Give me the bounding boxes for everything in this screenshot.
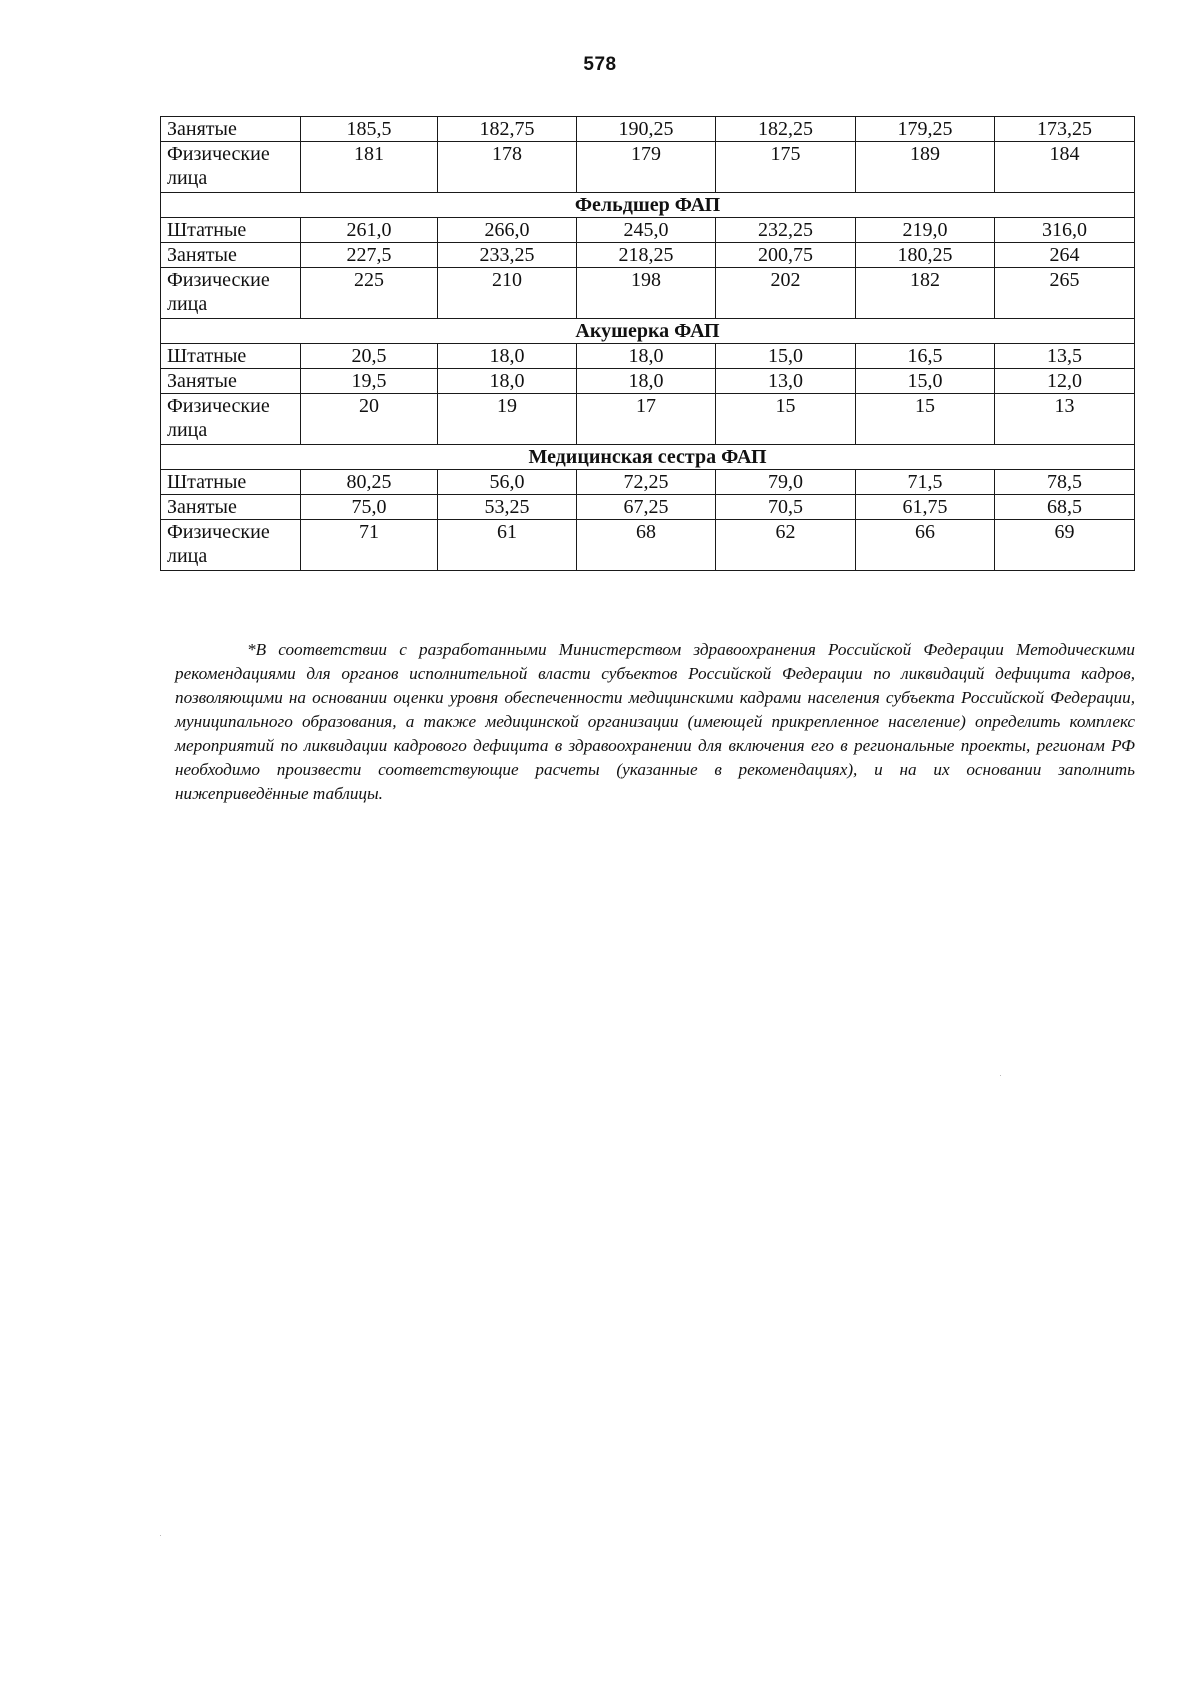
- table-row: [161, 394, 1135, 445]
- page-number: 578: [583, 54, 617, 75]
- table-row: [161, 142, 1135, 193]
- table-cell: 190,25: [577, 117, 716, 142]
- table-cell: 68: [577, 520, 716, 571]
- table-cell: 78,5: [995, 470, 1135, 495]
- row-label: Физические лица: [161, 268, 301, 319]
- table-row: [161, 369, 1135, 394]
- table-row: [161, 470, 1135, 495]
- table-row: [161, 268, 1135, 319]
- table-row: [161, 218, 1135, 243]
- table-row: [161, 495, 1135, 520]
- table-row: [161, 520, 1135, 571]
- section-title: Фельдшер ФАП: [161, 193, 1135, 218]
- table-cell: 13,5: [995, 344, 1135, 369]
- table-cell: 200,75: [716, 243, 856, 268]
- table-cell: 16,5: [856, 344, 995, 369]
- table-cell: 13,0: [716, 369, 856, 394]
- scan-speck: [1000, 1075, 1001, 1076]
- table-cell: 261,0: [301, 218, 438, 243]
- table-cell: 80,25: [301, 470, 438, 495]
- table-cell: 173,25: [995, 117, 1135, 142]
- table-cell: 68,5: [995, 495, 1135, 520]
- table-cell: 219,0: [856, 218, 995, 243]
- table-cell: 15,0: [716, 344, 856, 369]
- table-cell: 189: [856, 142, 995, 193]
- table-row: [161, 243, 1135, 268]
- table-cell: 185,5: [301, 117, 438, 142]
- row-label: Физические лица: [161, 142, 301, 193]
- section-header-row: [161, 445, 1135, 470]
- table-cell: 232,25: [716, 218, 856, 243]
- row-label: Физические лица: [161, 520, 301, 571]
- table-cell: 182: [856, 268, 995, 319]
- table-cell: 245,0: [577, 218, 716, 243]
- row-label: Физические лица: [161, 394, 301, 445]
- table-cell: 20,5: [301, 344, 438, 369]
- table-cell: 316,0: [995, 218, 1135, 243]
- section-title: Медицинская сестра ФАП: [161, 445, 1135, 470]
- table-cell: 18,0: [577, 369, 716, 394]
- table-cell: 72,25: [577, 470, 716, 495]
- table-row: [161, 344, 1135, 369]
- table-cell: 218,25: [577, 243, 716, 268]
- table-cell: 75,0: [301, 495, 438, 520]
- table-cell: 15: [716, 394, 856, 445]
- table-cell: 233,25: [438, 243, 577, 268]
- table-cell: 12,0: [995, 369, 1135, 394]
- table-cell: 13: [995, 394, 1135, 445]
- row-label: Штатные: [161, 344, 301, 369]
- table-cell: 17: [577, 394, 716, 445]
- table-cell: 15: [856, 394, 995, 445]
- table-cell: 182,25: [716, 117, 856, 142]
- table-cell: 266,0: [438, 218, 577, 243]
- row-label: Занятые: [161, 243, 301, 268]
- staffing-table: [160, 116, 1135, 571]
- table-cell: 265: [995, 268, 1135, 319]
- table-cell: 79,0: [716, 470, 856, 495]
- table-cell: 19: [438, 394, 577, 445]
- table-row: [161, 117, 1135, 142]
- table-cell: 182,75: [438, 117, 577, 142]
- table-cell: 18,0: [438, 369, 577, 394]
- table-cell: 70,5: [716, 495, 856, 520]
- table-cell: 180,25: [856, 243, 995, 268]
- table-cell: 61: [438, 520, 577, 571]
- table-cell: 20: [301, 394, 438, 445]
- section-header-row: [161, 193, 1135, 218]
- table-cell: 56,0: [438, 470, 577, 495]
- table-cell: 66: [856, 520, 995, 571]
- footnote: *В соответствии с разработанными Министерством здравоохранения Российской Федерации Методическими рекомендациями для органов исполнительной власти субъектов Российской Федерации по ликвидаций дефицита кадров, позволяющими на основании оценки уровня обеспеченности медицинскими кадрами населения субъекта Российской Федерации, муниципального образования, а также медицинской организации (имеющей прикрепленное население) определить комплекс мероприятий по ликвидации кадрового дефицита в здравоохранении для включения его в региональные проекты, регионам РФ необходимо произвести соответствующие расчеты (указанные в рекомендациях), и на их основании заполнить нижеприведённые таблицы.: [175, 640, 1135, 803]
- row-label: Занятые: [161, 495, 301, 520]
- table-cell: 71,5: [856, 470, 995, 495]
- table-cell: 61,75: [856, 495, 995, 520]
- table-cell: 181: [301, 142, 438, 193]
- table-cell: 198: [577, 268, 716, 319]
- section-title: Акушерка ФАП: [161, 319, 1135, 344]
- table-cell: 62: [716, 520, 856, 571]
- row-label: Штатные: [161, 218, 301, 243]
- table-cell: 264: [995, 243, 1135, 268]
- row-label: Занятые: [161, 369, 301, 394]
- table-cell: 67,25: [577, 495, 716, 520]
- table-cell: 184: [995, 142, 1135, 193]
- table-cell: 18,0: [438, 344, 577, 369]
- table-cell: 15,0: [856, 369, 995, 394]
- table-cell: 53,25: [438, 495, 577, 520]
- row-label: Штатные: [161, 470, 301, 495]
- table-cell: 178: [438, 142, 577, 193]
- table-cell: 19,5: [301, 369, 438, 394]
- table-cell: 71: [301, 520, 438, 571]
- table-cell: 225: [301, 268, 438, 319]
- table-cell: 210: [438, 268, 577, 319]
- table-cell: 179: [577, 142, 716, 193]
- row-label: Занятые: [161, 117, 301, 142]
- table-cell: 175: [716, 142, 856, 193]
- scan-speck: [160, 1535, 161, 1536]
- section-header-row: [161, 319, 1135, 344]
- table-cell: 69: [995, 520, 1135, 571]
- table-cell: 179,25: [856, 117, 995, 142]
- table-cell: 202: [716, 268, 856, 319]
- table-cell: 227,5: [301, 243, 438, 268]
- table-cell: 18,0: [577, 344, 716, 369]
